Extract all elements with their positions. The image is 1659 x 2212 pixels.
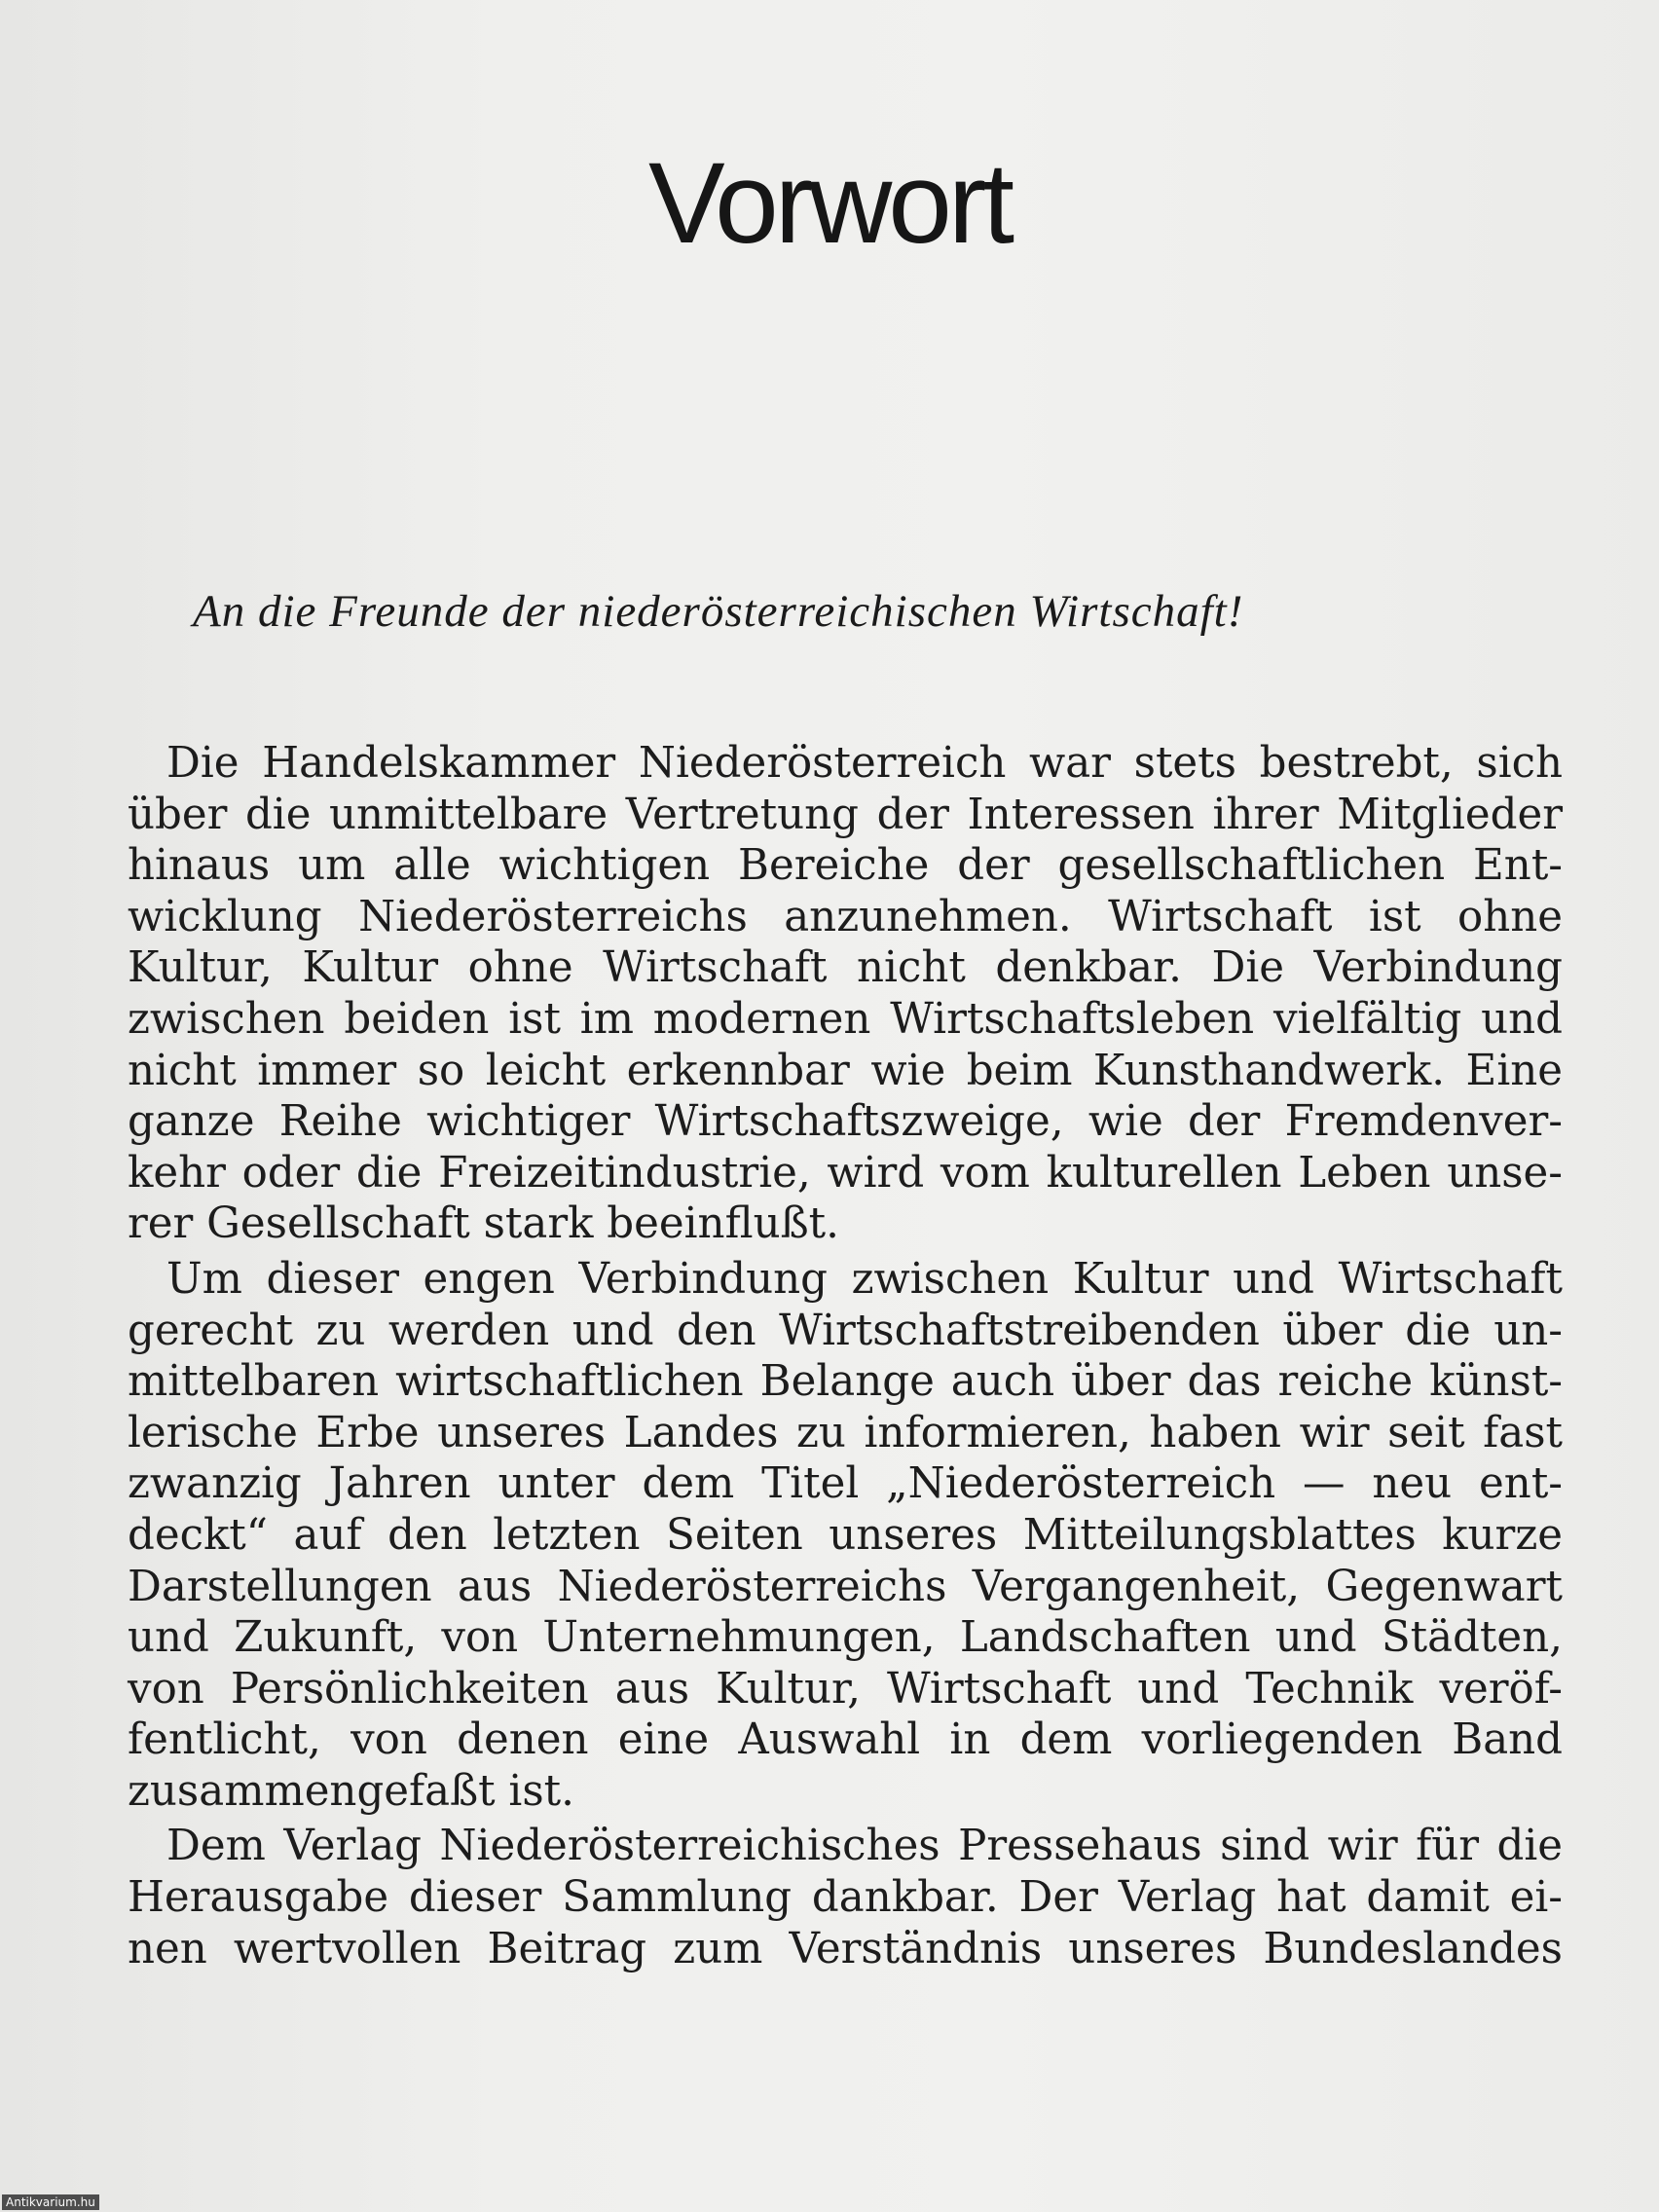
salutation: An die Freunde der niederösterreichischen Wirtschaft!	[193, 586, 1244, 637]
text-line: deckt“ auf den letzten Seiten unseres Mitteilungsblattes kurze	[128, 1510, 1563, 1560]
text-line: über die unmittelbare Vertretung der Interessen ihrer Mitglieder	[128, 790, 1563, 839]
text-line: Darstellungen aus Niederösterreichs Vergangenheit, Gegenwart	[128, 1562, 1563, 1611]
text-line: Die Handelskammer Niederösterreich war stets bestrebt, sich	[166, 739, 1563, 788]
text-line: lerische Erbe unseres Landes zu informieren, haben wir seit fast	[128, 1408, 1563, 1457]
text-line: zusammengefaßt ist.	[128, 1766, 574, 1816]
text-line: kehr oder die Freizeitindustrie, wird vom kulturellen Leben unse-	[128, 1148, 1563, 1198]
text-line: gerecht zu werden und den Wirtschaftstreibenden über die un-	[128, 1306, 1563, 1355]
text-line: Dem Verlag Niederösterreichisches Pressehaus sind wir für die	[166, 1822, 1563, 1871]
text-line: Herausgabe dieser Sammlung dankbar. Der Verlag hat damit ei-	[128, 1873, 1563, 1923]
text-line: nen wertvollen Beitrag zum Verständnis unseres Bundeslandes	[128, 1924, 1563, 1973]
text-line: wicklung Niederösterreichs anzunehmen. Wirtschaft ist ohne	[128, 892, 1563, 941]
text-line: ganze Reihe wichtiger Wirtschaftszweige, wie der Fremdenver-	[128, 1097, 1563, 1147]
paragraph-3	[128, 1821, 1563, 1974]
text-line: Um dieser engen Verbindung zwischen Kultur und Wirtschaft	[166, 1254, 1563, 1304]
text-line: fentlicht, von denen eine Auswahl in dem vorliegenden Band	[128, 1715, 1563, 1765]
page-title: Vorwort	[647, 139, 1012, 268]
text-line: hinaus um alle wichtigen Bereiche der gesellschaftlichen Ent-	[128, 841, 1563, 891]
text-line: nicht immer so leicht erkennbar wie beim Kunsthandwerk. Eine	[128, 1046, 1563, 1095]
body-text	[128, 738, 1563, 1978]
text-line: zwanzig Jahren unter dem Titel „Niederösterreich — neu ent-	[128, 1459, 1563, 1509]
text-line: zwischen beiden ist im modernen Wirtschaftsleben vielfältig und	[128, 994, 1563, 1044]
watermark: Antikvarium.hu	[2, 2194, 99, 2210]
text-line: Kultur, Kultur ohne Wirtschaft nicht denkbar. Die Verbindung	[128, 943, 1563, 993]
text-line: und Zukunft, von Unternehmungen, Landschaften und Städten,	[128, 1613, 1563, 1663]
text-line: von Persönlichkeiten aus Kultur, Wirtschaft und Technik veröf-	[128, 1664, 1563, 1714]
paragraph-2	[128, 1254, 1563, 1818]
text-line: mittelbaren wirtschaftlichen Belange auch über das reiche künst-	[128, 1357, 1563, 1407]
paragraph-1	[128, 738, 1563, 1250]
text-line: rer Gesellschaft stark beeinflußt.	[128, 1199, 839, 1249]
